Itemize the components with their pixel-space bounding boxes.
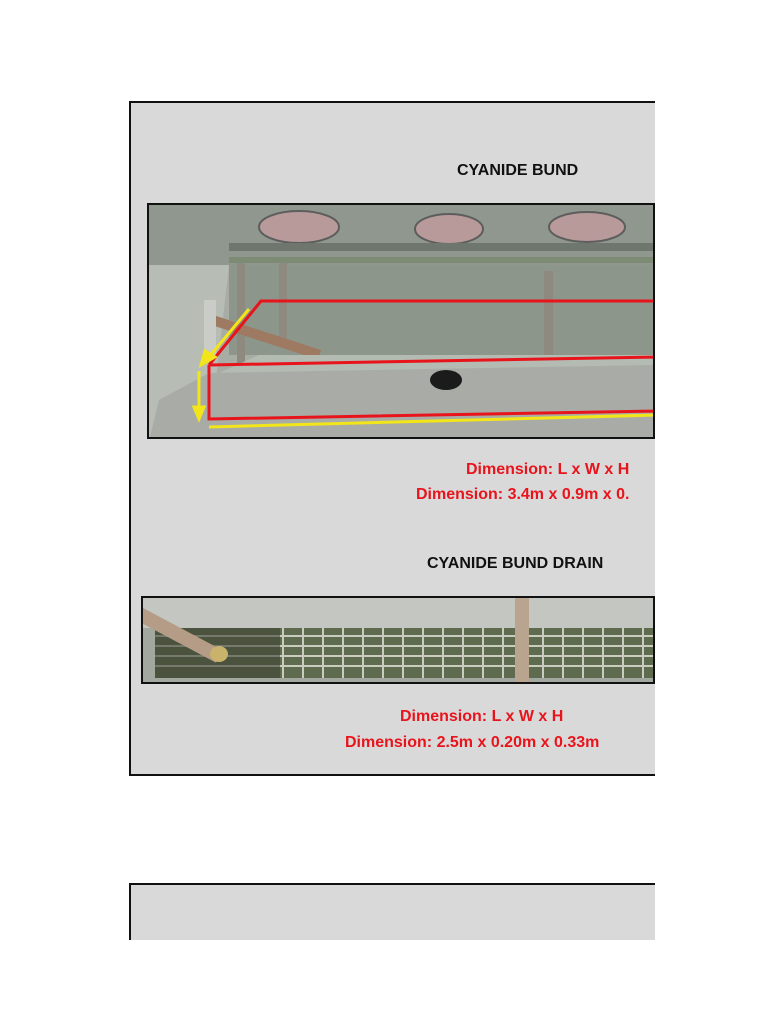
drain-photo-illustration [143,598,655,684]
cyanide-bund-dimension-value: Dimension: 3.4m x 0.9m x 0. [416,486,630,503]
cyanide-bund-dimension-label: Dimension: L x W x H [466,461,630,478]
bund-drain-dimension-label: Dimension: L x W x H [400,708,564,725]
bund-drain-photo [141,596,655,684]
cyanide-bund-panel [129,101,655,776]
cyanide-bund-photo [147,203,655,439]
bund-photo-illustration [149,205,655,439]
bund-drain-dimension-value: Dimension: 2.5m x 0.20m x 0.33m [345,734,600,751]
next-page-panel [129,883,655,940]
cyanide-bund-title: CYANIDE BUND [457,162,579,179]
bund-drain-title: CYANIDE BUND DRAIN [427,555,604,572]
